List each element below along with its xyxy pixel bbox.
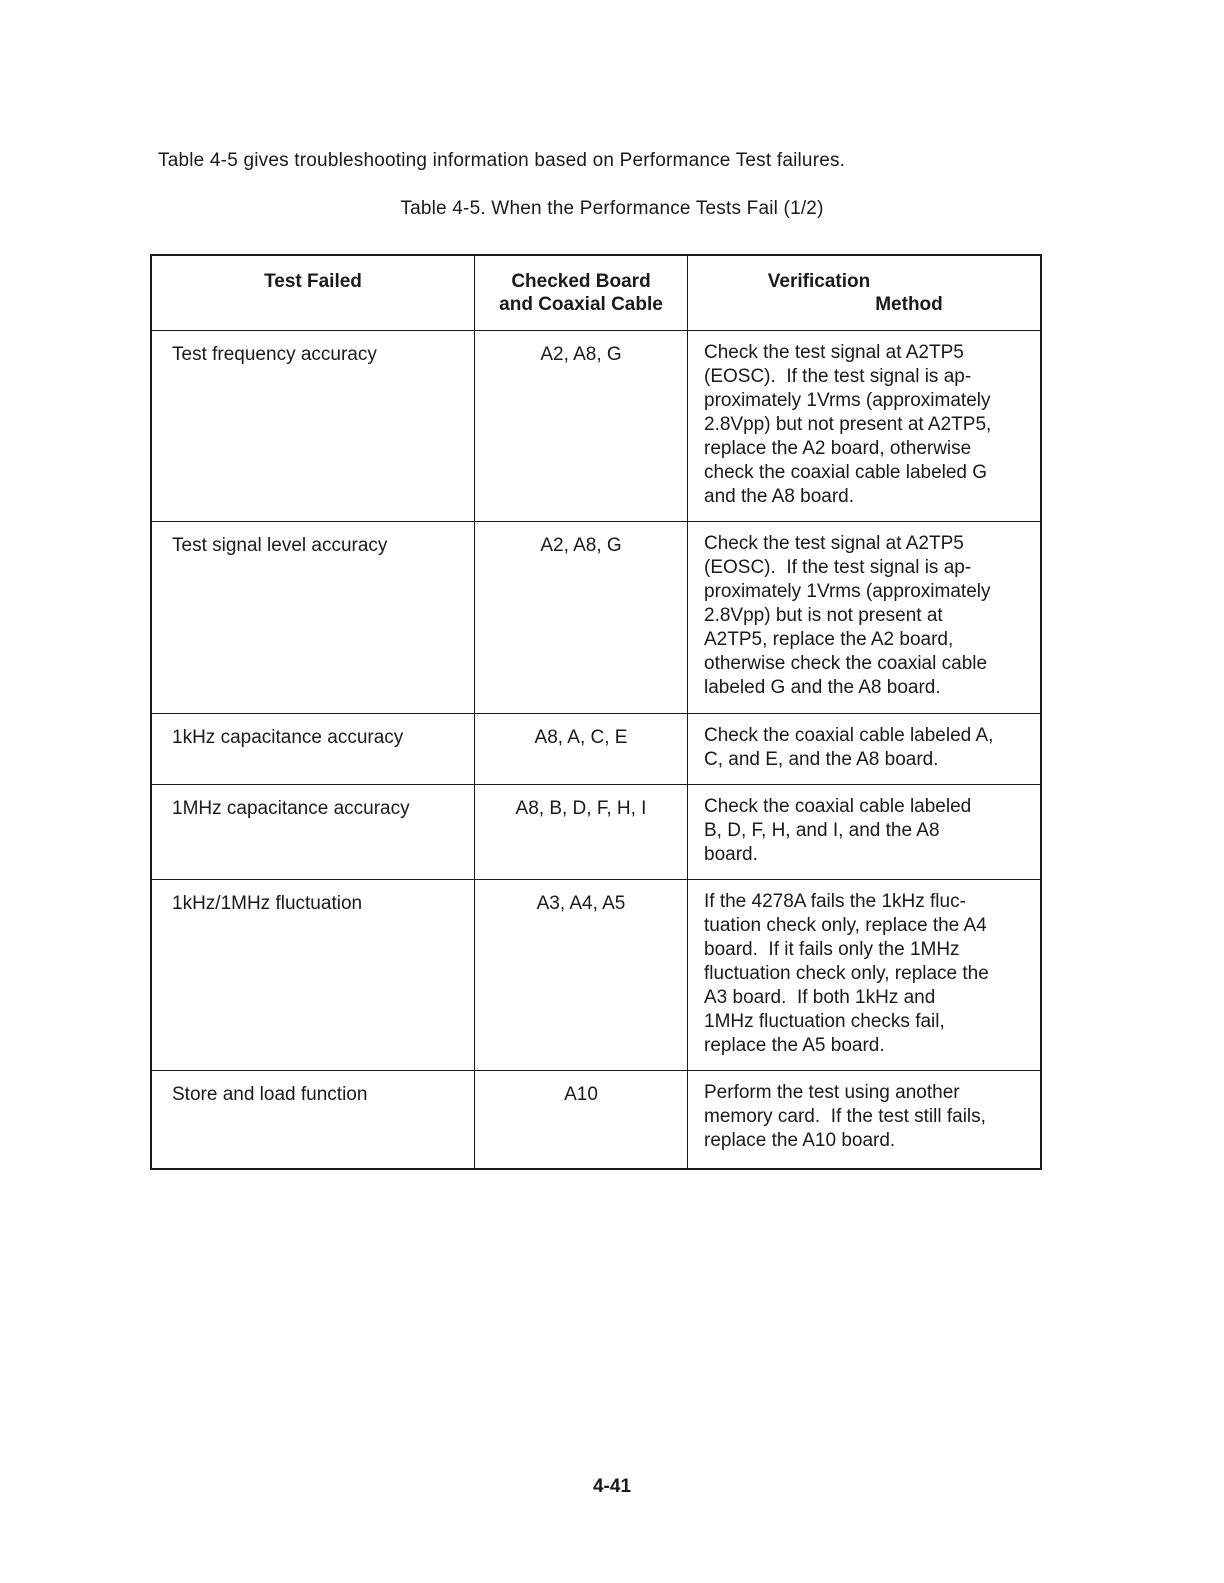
- verification-method-cell: Perform the test using another memory card. If the test still fails, replace the A10 board.: [688, 1071, 1042, 1169]
- header-verification-method: [688, 255, 1042, 331]
- checked-board-cell: A8, A, C, E: [475, 714, 688, 785]
- checked-board-cell: A2, A8, G: [475, 522, 688, 714]
- test-failed-cell: 1kHz/1MHz fluctuation: [151, 880, 475, 1071]
- verification-method-cell: If the 4278A fails the 1kHz fluc- tuation check only, replace the A4 board. If it fails only the 1MHz fluctuation check only, replace the A3 board. If both 1kHz and 1MHz fluctuation checks fail, replace the A5 board.: [688, 880, 1042, 1071]
- table-row: [151, 785, 1041, 880]
- header-method-line1: Verification: [767, 271, 871, 292]
- checked-board-cell: A2, A8, G: [475, 331, 688, 522]
- verification-method-cell: Check the test signal at A2TP5 (EOSC). If the test signal is ap- proximately 1Vrms (approximately 2.8Vpp) but not present at A2TP5, replace the A2 board, otherwise check the coaxial cable labeled G and the A8 board.: [688, 331, 1042, 522]
- verification-method-cell: Check the test signal at A2TP5 (EOSC). If the test signal is ap- proximately 1Vrms (approximately 2.8Vpp) but is not present at A2TP5, replace the A2 board, otherwise check the coaxial cable labeled G and the A8 board.: [688, 522, 1042, 714]
- table-header-row: [151, 255, 1041, 331]
- test-failed-cell: 1kHz capacitance accuracy: [151, 714, 475, 785]
- intro-paragraph: Table 4-5 gives troubleshooting information based on Performance Test failures.: [158, 150, 846, 171]
- verification-method-cell: Check the coaxial cable labeled B, D, F, H, and I, and the A8 board.: [688, 785, 1042, 880]
- checked-board-cell: A3, A4, A5: [475, 880, 688, 1071]
- performance-test-table: [150, 254, 1042, 1170]
- checked-board-cell: A8, B, D, F, H, I: [475, 785, 688, 880]
- header-checked-line1: Checked Board: [511, 271, 651, 292]
- header-checked-line2: and Coaxial Cable: [499, 294, 663, 315]
- test-failed-cell: 1MHz capacitance accuracy: [151, 785, 475, 880]
- table-row: [151, 1071, 1041, 1169]
- table-row: [151, 522, 1041, 714]
- test-failed-cell: Test signal level accuracy: [151, 522, 475, 714]
- checked-board-cell: A10: [475, 1071, 688, 1169]
- table-row: [151, 880, 1041, 1071]
- table-row: [151, 331, 1041, 522]
- header-method-line2: Method: [875, 294, 943, 315]
- table-row: [151, 714, 1041, 785]
- test-failed-cell: Store and load function: [151, 1071, 475, 1169]
- header-test-failed: Test Failed: [151, 255, 475, 331]
- header-checked-board: [475, 255, 688, 331]
- table-caption: Table 4-5. When the Performance Tests Fail (1/2): [400, 198, 824, 219]
- verification-method-cell: Check the coaxial cable labeled A, C, and E, and the A8 board.: [688, 714, 1042, 785]
- page-number: 4-41: [592, 1476, 632, 1497]
- test-failed-cell: Test frequency accuracy: [151, 331, 475, 522]
